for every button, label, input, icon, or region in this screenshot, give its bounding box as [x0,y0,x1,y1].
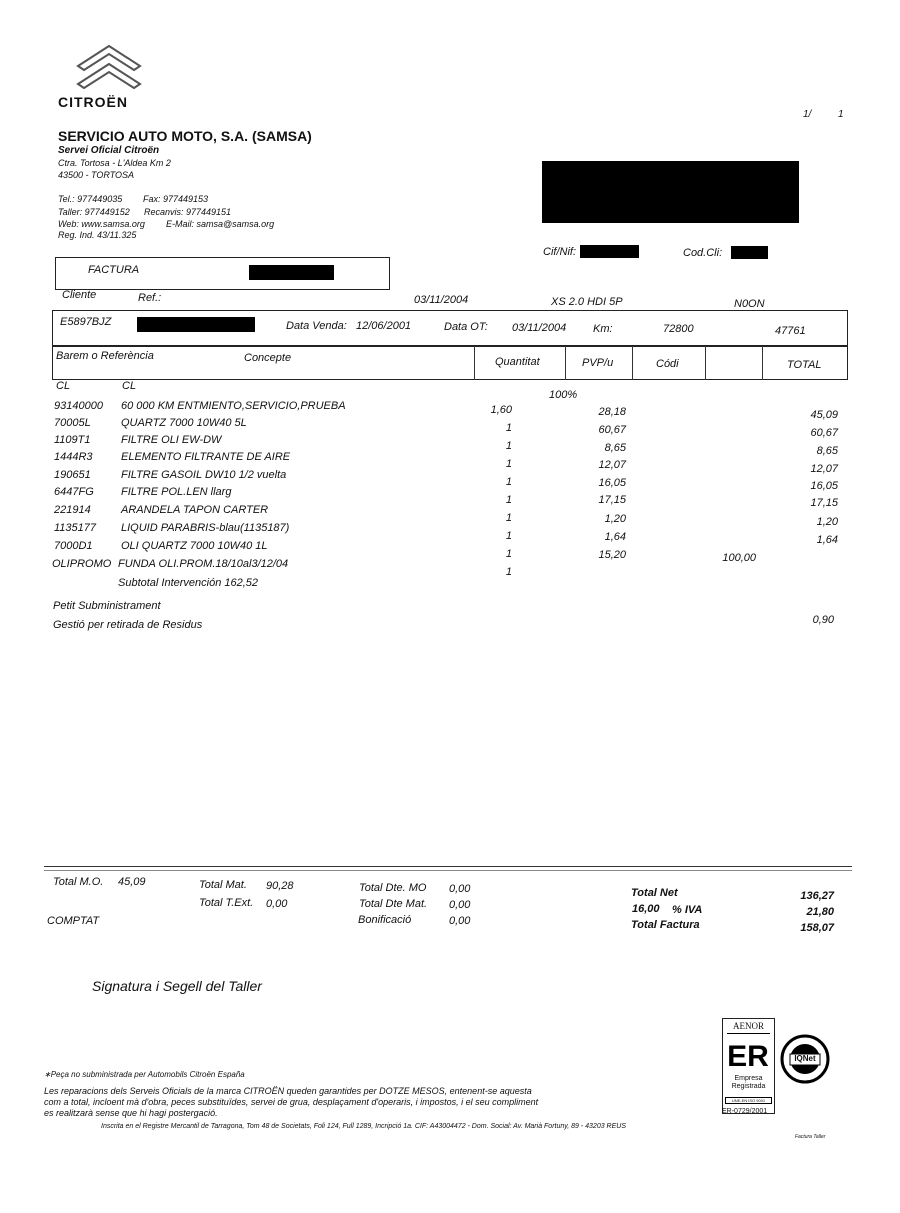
table-row: 93140000 60 000 KM ENTMIENTO,SERVICIO,PRUEBA 1,60 28,18 45,09 [54,400,838,421]
total-mat-value: 90,28 [266,880,294,892]
vehicle-code: N0ON [734,298,765,310]
header-pvp: PVP/u [582,357,614,369]
warranty-line-2: com a total, incloent mà d'obra, peces substituïdes, servei de grua, desplaçament d'operaris, i impostos, i el seu compliment [44,1097,539,1107]
table-header [52,346,848,380]
factura-label: FACTURA [88,264,140,276]
totals-divider [44,866,852,867]
warranty-line-3: es realitzarà sense que hi hagi postergació. [44,1108,218,1118]
redacted-cif [580,245,639,258]
aenor-empresa: Empresa [734,1075,763,1082]
ref-label: Ref.: [138,292,162,304]
redacted-invoice-number [249,265,334,280]
double-chevron-icon [74,40,144,92]
header-codi: Códi [656,358,679,370]
iva-value: 21,80 [806,906,834,918]
form-name: Factura Taller [795,1134,826,1140]
warranty-line-1: Les reparacions dels Serveis Oficials de la marca CITROËN queden garantides per DOTZE MESOS, entenent-se aquesta [44,1086,532,1096]
total-factura-value: 158,07 [800,922,834,934]
gestio-residus-value: 0,90 [812,614,834,626]
km-value: 72800 [663,323,694,335]
iqnet-label: IQNet [794,1054,816,1063]
total-net-value: 136,27 [800,890,834,902]
table-row: 70005L QUARTZ 7000 10W40 5L 1 60,67 60,67 [54,417,838,439]
table-row: 1444R3 ELEMENTO FILTRANTE DE AIRE 1 12,07 12,07 [54,451,838,475]
total-factura-label: Total Factura [631,919,700,931]
table-row: 1135177 LIQUID PARABRIS-blau(1135187) 1 1,64 1,64 [54,522,838,546]
table-row: 1109T1 FILTRE OLI EW-DW 1 8,65 8,65 [54,434,838,457]
dte-mat-value: 0,00 [449,899,471,911]
page-number: 1/ [803,109,812,120]
header-total: TOTAL [787,359,822,371]
total-mo-label: Total M.O. [53,876,104,888]
signature-label: Signatura i Segell del Taller [92,978,262,994]
total-net-label: Total Net [631,887,678,899]
data-ot-label: Data OT: [444,321,488,333]
total-mo-value: 45,09 [118,876,146,888]
redacted-cod-cli [731,246,768,259]
invoice-date: 03/11/2004 [414,294,469,306]
iva-label: % IVA [672,904,703,916]
page-total: 1 [838,109,844,120]
cod-cli-label: Cod.Cli: [683,247,723,259]
header-concepte: Concepte [244,352,292,364]
table-row: 7000D1 OLI QUARTZ 7000 10W40 1L 1 15,20 100,00 [54,540,756,564]
payment-method: COMPTAT [47,915,100,927]
header-quantitat: Quantitat [495,356,540,368]
redacted-address [542,161,799,223]
cliente-label: Cliente [62,289,97,301]
svg-text:ER: ER [727,1040,769,1072]
table-row: 221914 ARANDELA TAPON CARTER 1 1,20 1,20 [54,504,838,528]
vehicle-model: XS 2.0 HDI 5P [551,296,623,308]
company-fax: Fax: 977449153 [143,194,209,204]
total-mat-label: Total Mat. [199,879,247,891]
bonificacio-value: 0,00 [449,915,471,927]
sale-date: 12/06/2001 [356,320,412,332]
company-workshop-phone: Taller: 977449152 [58,207,130,217]
company-email: E-Mail: samsa@samsa.org [166,219,275,229]
cl-desc: CL [122,380,137,392]
cl-code: CL [56,380,71,392]
company-subtitle: Servei Oficial Citroën [58,145,160,156]
ot-date: 03/11/2004 [512,322,567,334]
company-registration: Reg. Ind. 43/11.325 [58,230,137,240]
table-row: OLIPROMO FUNDA OLI.PROM.18/10al3/12/04 1 [52,558,512,578]
table-row: 6447FG FILTRE POL.LEN llarg 1 17,15 17,15 [54,486,838,509]
gestio-residus: Gestió per retirada de Residus [53,619,203,631]
company-address-1: Ctra. Tortosa - L'Aldea Km 2 [58,158,171,168]
company-web: Web: www.samsa.org [58,219,145,229]
invoice-number: 47761 [775,325,806,337]
percent-value: 100% [549,389,578,401]
redacted-vin [137,317,255,332]
km-label: Km: [593,323,613,335]
dte-mo-value: 0,00 [449,883,471,895]
table-row: 190651 FILTRE GASOIL DW10 1/2 vuelta 1 16,05 16,05 [54,469,838,492]
brand-name: CITROËN [58,94,128,110]
dte-mat-label: Total Dte Mat. [359,898,428,910]
er-icon [727,1034,770,1072]
aenor-code: ER-0729/2001 [722,1108,768,1115]
aenor-mark [722,1018,775,1114]
petit-subministrament: Petit Subministrament [53,600,161,612]
company-phone: Tel.: 977449035 [58,194,123,204]
aenor-label: AENOR [733,1021,764,1031]
cif-label: Cif/Nif: [543,246,576,258]
dte-mo-label: Total Dte. MO [359,882,427,894]
total-text-value: 0,00 [266,898,288,910]
header-barem: Barem o Referència [56,350,154,362]
total-text-label: Total T.Ext. [199,897,254,909]
company-address-2: 43500 - TORTOSA [58,170,135,180]
aenor-une: UNE-EN ISO 9001 [725,1097,772,1104]
company-parts-phone: Recanvis: 977449151 [144,207,232,217]
company-name: SERVICIO AUTO MOTO, S.A. (SAMSA) [58,128,312,144]
vehicle-plate: E5897BJZ [60,316,112,328]
data-venda-label: Data Venda: [286,320,347,332]
aenor-registrada: Registrada [731,1083,766,1090]
subtotal-intervencion: Subtotal Intervención 162,52 [118,577,259,589]
registry-info: Inscrita en el Registre Mercantil de Tarragona, Tom 48 de Societats, Foli 124, Full 1289, Incripció 1a. CIF: A43004472 - Dom. Social: Av. Marià Fortuny, 89 - 43203 REUS [101,1123,626,1130]
iva-rate: 16,00 [632,903,660,915]
footer-note: ∗Peça no subministrada per Automobils Citroën España [44,1070,245,1079]
bonificacio-label: Bonificació [358,914,412,926]
